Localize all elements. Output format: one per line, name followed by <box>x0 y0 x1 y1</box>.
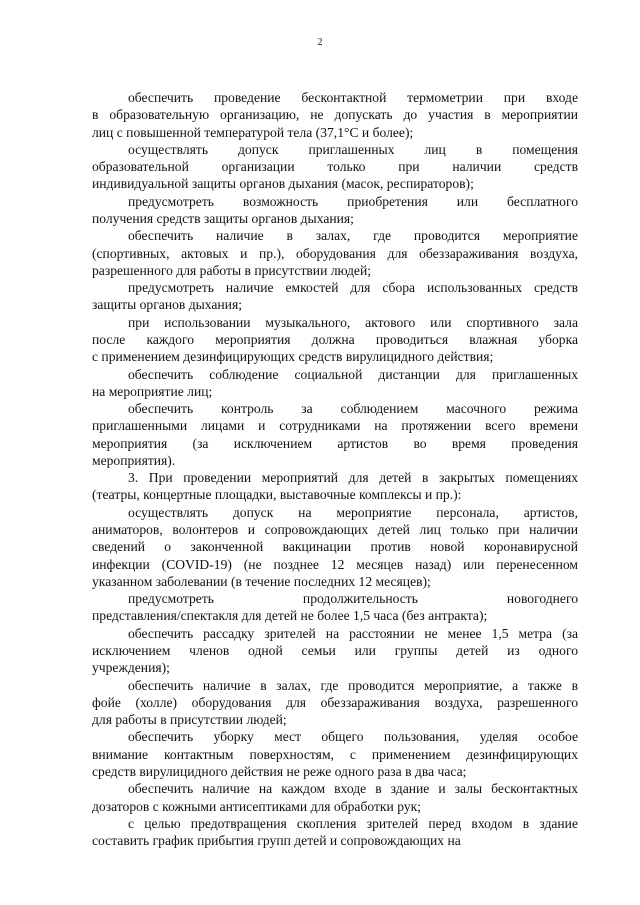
paragraph <box>92 469 578 504</box>
paragraph <box>92 279 578 314</box>
paragraph <box>92 227 578 279</box>
paragraph <box>92 400 578 469</box>
text-line: после каждого мероприятия должна проводиться влажная уборка <box>92 331 578 347</box>
text-line: приглашенными лицами и сотрудниками на протяжении всего времени <box>92 418 578 434</box>
text-line: с целью предотвращения скопления зрителей перед входом в здание <box>128 815 578 831</box>
text-line: дозаторов с кожными антисептиками для обработки рук; <box>92 798 422 814</box>
text-line: (театры, концертные площадки, выставочные комплексы и пр.): <box>92 487 462 503</box>
text-line: индивидуальной защиты органов дыхания (масок, респираторов); <box>92 176 474 192</box>
paragraph <box>92 366 578 401</box>
text-line: фойе (холле) оборудования для обеззараживания воздуха, разрешенного <box>92 694 578 710</box>
text-line: обеспечить соблюдение социальной дистанции для приглашенных <box>128 366 578 382</box>
text-line: мероприятия). <box>92 452 176 468</box>
text-line: инфекции (COVID-19) (не позднее 12 месяцев назад) или перенесенном <box>92 556 578 572</box>
text-line: лиц с повышенной температурой тела (37,1°С и более); <box>92 124 414 140</box>
text-line: для работы в присутствии людей; <box>92 712 287 728</box>
text-line: на мероприятие лиц; <box>92 383 213 399</box>
text-line: обеспечить проведение бесконтактной термометрии при входе <box>128 90 578 105</box>
page-number: 2 <box>317 37 323 48</box>
text-line: представления/спектакля для детей не более 1,5 часа (без антракта); <box>92 608 488 624</box>
paragraph <box>92 504 578 590</box>
text-line: аниматоров, волонтеров и сопровождающих детей лиц только при наличии <box>92 522 578 538</box>
text-line: осуществлять допуск на мероприятие персонала, артистов, <box>128 504 578 520</box>
text-line: учреждения); <box>92 660 170 676</box>
text-line: обеспечить наличие в залах, где проводится мероприятие, а также в <box>128 677 578 693</box>
text-line: предусмотреть возможность приобретения или бесплатного <box>128 193 578 209</box>
text-line: обеспечить контроль за соблюдением масочного режима <box>128 401 578 417</box>
text-line: предусмотреть наличие емкостей для сбора использованных средств <box>128 280 578 296</box>
text-line: обеспечить уборку мест общего пользования, уделяя особое <box>128 729 578 745</box>
paragraph <box>92 141 578 193</box>
text-line: в образовательную организацию, не допускать до участия в мероприятии <box>92 107 578 123</box>
body-text <box>92 89 578 849</box>
text-line: указанном заболевании (в течение последних 12 месяцев); <box>92 573 431 589</box>
paragraph <box>92 815 578 850</box>
text-line: обеспечить наличие в залах, где проводится мероприятие <box>128 228 578 244</box>
paragraph <box>92 625 578 677</box>
text-line: мероприятия (за исключением артистов во время проведения <box>92 435 578 451</box>
text-line: при использовании музыкального, актового или спортивного зала <box>128 314 578 330</box>
text-line: средств вирулицидного действия не реже одного раза в два часа; <box>92 763 467 779</box>
text-line: сведений о законченной вакцинации против новой коронавирусной <box>92 539 578 555</box>
text-line: разрешенного для работы в присутствии людей; <box>92 262 372 278</box>
text-line: исключением членов одной семьи или группы детей из одного <box>92 643 578 658</box>
text-line: осуществлять допуск приглашенных лиц в помещения <box>128 141 578 157</box>
text-line: предусмотреть продолжительность новогоднего <box>128 591 578 607</box>
text-line: 3. При проведении мероприятий для детей в закрытых помещениях <box>128 470 578 486</box>
text-line: (спортивных, актовых и пр.), оборудования для обеззараживания воздуха, <box>92 245 578 261</box>
text-line: защиты органов дыхания; <box>92 297 242 313</box>
text-line: с применением дезинфицирующих средств вирулицидного действия; <box>92 349 494 365</box>
text-line: составить график прибытия групп детей и сопровождающих на <box>92 833 461 849</box>
paragraph <box>92 590 578 625</box>
text-line: образовательной организации только при наличии средств <box>92 159 578 175</box>
text-line: внимание контактным поверхностям, с применением дезинфицирующих <box>92 746 578 762</box>
paragraph <box>92 677 578 729</box>
paragraph <box>92 89 578 141</box>
paragraph <box>92 780 578 815</box>
paragraph <box>92 728 578 780</box>
text-line: обеспечить рассадку зрителей на расстоянии не менее 1,5 метра (за <box>128 625 578 641</box>
paragraph <box>92 314 578 366</box>
text-line: обеспечить наличие на каждом входе в здание и залы бесконтактных <box>128 781 578 797</box>
paragraph <box>92 193 578 228</box>
text-line: получения средств защиты органов дыхания; <box>92 210 354 226</box>
